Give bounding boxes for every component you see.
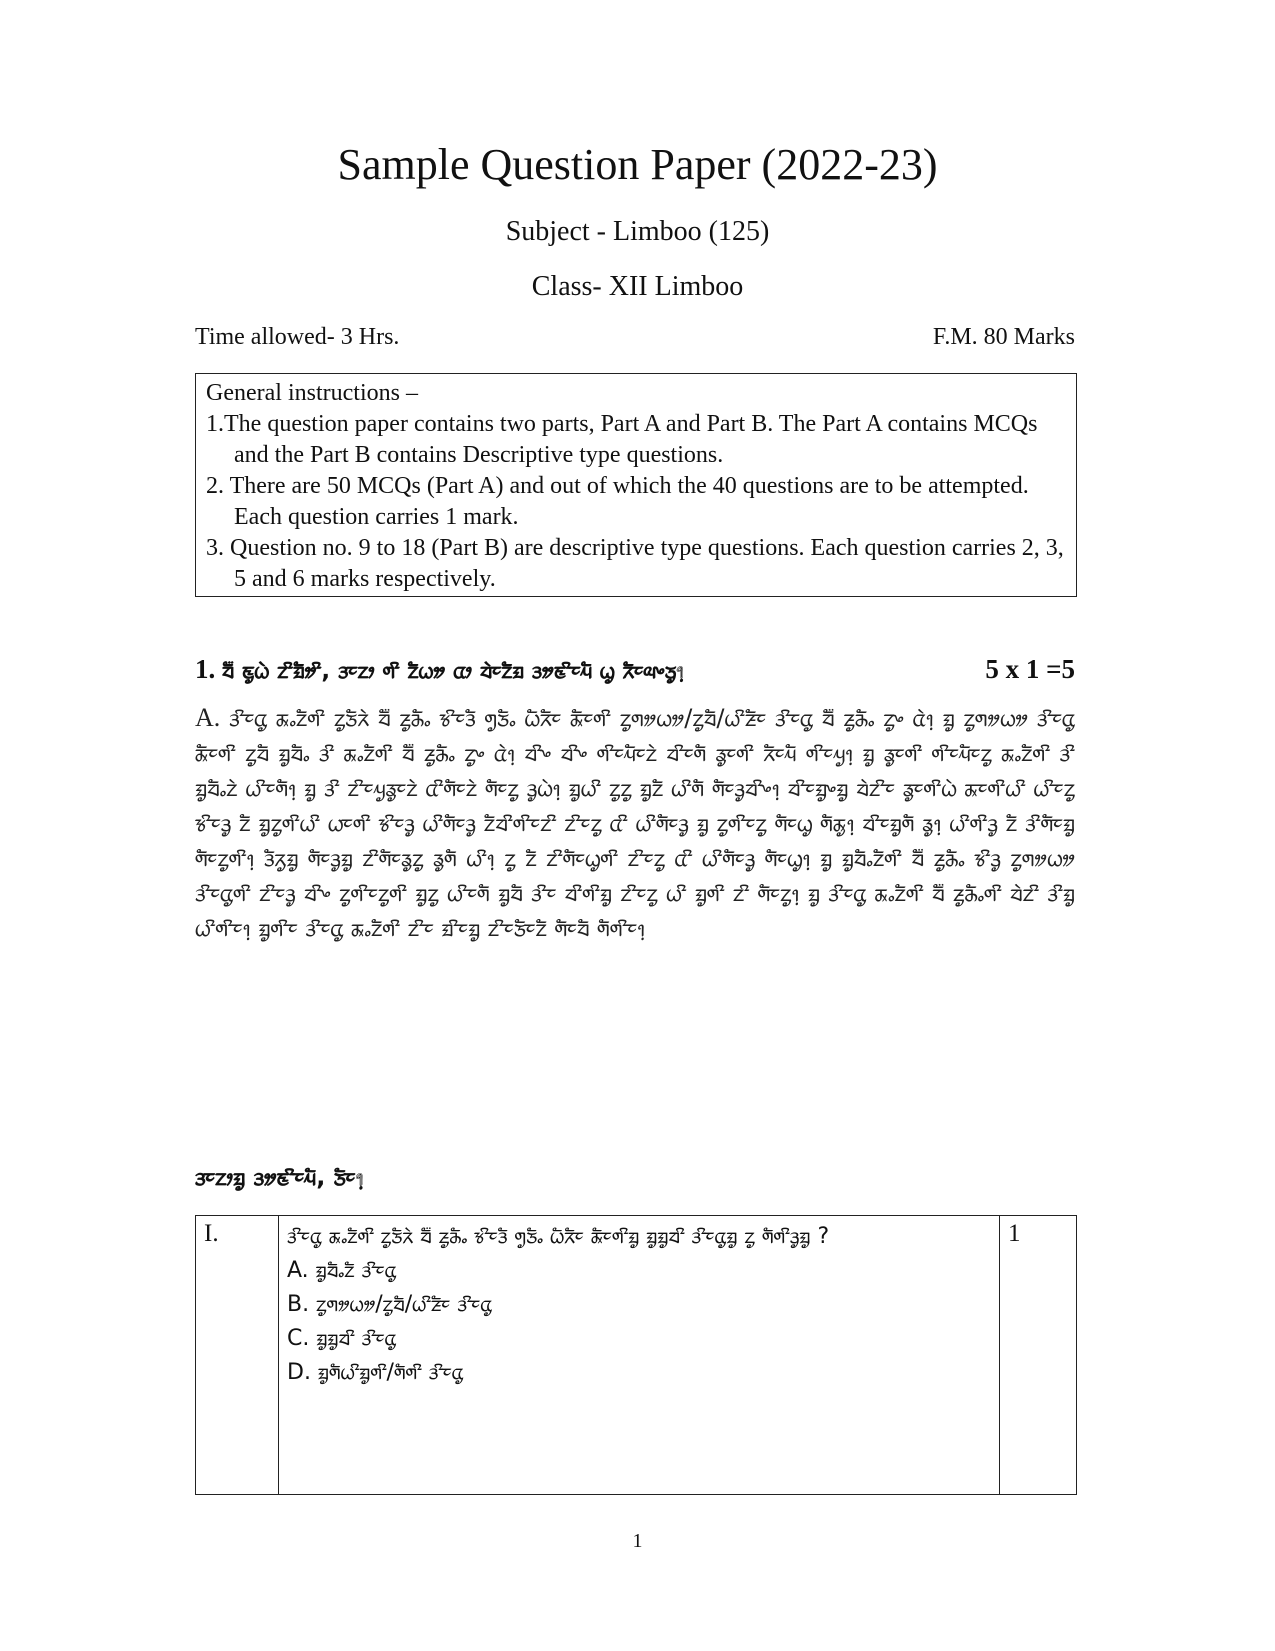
passage-text: ᤋᤡᤰᤂᤢ ᤊᤱᤁᤠᤛᤡ ᤁᤢᤍᤠᤖᤧ ᤔᤠ᤺ ᤏᤢᤌᤠᤱ ᤃᤡᤰᤋᤠ ᤛᤢᤍᤠᤱ ᤐᤠᤖᤠᤰ ᤊᤠᤰᤛᤡ ᤁᤢᤛᤤᤐᤤ/ᤁᤢᤔᤠ/ᤐᤡᤏᤠᤰ ᤋᤡᤰᤂᤢ ᤔᤠ᤺ ᤏᤢᤌᤠᤱ ᤁᤢᤴ ᤂᤧ᥄ ᤀᤢ ᤁᤢᤛᤤᤐᤤ ᤋᤡᤰᤂᤢ ᤊᤠᤰᤛᤡ ᤁᤢᤔᤠ ᤀᤢᤔᤠᤱ ᤋᤡ ᤊᤱᤁᤠᤛᤡ ᤔᤠ᤺ ᤏᤢᤌᤠᤱ ᤁᤢᤴ ᤂᤧ᥄ ᤔᤡᤴ ᤔᤡᤴ ᤛᤡᤰᤘᤠᤰᤁᤧ ᤔᤡᤰᤛᤠ ᤕᤢᤰᤛᤡ ᤖᤠᤰᤘᤠ ᤛᤡᤰᤘᤢ᥄ ᤀᤢ ᤕᤢᤰᤛᤡ ᤛᤡᤰᤘᤠᤰᤁᤢ ᤊᤱᤁᤠᤛᤡ ᤋᤡ ᤀᤢᤔᤠᤱᤁᤧ ᤐᤡᤰᤛᤠ᥄ ᤀᤢ ᤋᤡ ᤁᤡᤰᤘᤢᤕᤢᤰᤁᤧ ᤂᤡᤛᤠᤰᤁᤧ ᤛᤠᤰᤁᤢ ᤋᤢᤐᤧ᥄ ᤀᤢᤐᤡ ᤁᤢᤁᤢ ᤀᤢᤁᤠ ᤐᤡᤛᤠ ᤛᤠᤰᤋᤢᤔᤡᤴ᥄ ᤔᤡᤰᤀᤢᤴᤀᤢ ᤔᤧᤁᤡᤰ ᤕᤢᤰᤛᤡᤐᤧ ᤊᤰᤛᤡᤐᤡ ᤐᤡᤰᤁᤢ ᤃᤡᤰᤋᤢ ᤁᤠ ᤀᤢᤁᤢᤛᤡᤐᤡ ᤐᤰᤛᤡ ᤃᤡᤰᤋᤢ ᤐᤡᤛᤠᤰᤋᤢ ᤁᤠᤔᤡᤛᤡᤰᤁᤡ ᤁᤡᤰᤁᤢ ᤂᤡ ᤐᤡᤛᤠᤰᤋᤢ ᤀᤢ ᤁᤢᤛᤡᤰᤁᤢ ᤛᤠᤰᤐᤢ ᤛᤠᤊᤢ᥄ ᤔᤡᤰᤀᤢᤛᤠ ᤕᤢ᥄ ᤐᤡᤛᤡᤋᤢ ᤁᤠ ᤋᤡᤛᤠᤰᤀᤢ ᤛᤠᤰᤁᤢᤛᤡ᥄ ᤋᤠᤖᤢᤀᤢ ᤛᤠᤰᤋᤢᤀᤢ ᤁᤡᤛᤠᤰᤕᤢᤁᤢ ᤕᤢᤛᤠ ᤐᤡ᥄ ᤁᤢ ᤁᤠ ᤁᤡᤛᤠᤰᤐᤢᤛᤡ ᤁᤡᤰᤁᤢ ᤂᤡ ᤐᤡᤛᤠᤰᤋᤢ ᤛᤠᤰᤐᤢ᥄ ᤀᤢ ᤀᤢᤔᤠᤱᤁᤠᤛᤡ ᤔᤠ᤺ ᤏᤢᤌᤠᤱ ᤃᤡᤋᤢ ᤁᤢᤛᤤᤐᤤ ᤋᤡᤰᤂᤢᤛᤡ ᤁᤡᤰᤋᤢ ᤔᤡᤴ ᤁᤢᤛᤡᤰᤁᤢᤛᤡ ᤀᤢᤁᤢ ᤐᤡᤰᤛᤠ ᤀᤢᤔᤠ ᤋᤡᤰ ᤔᤡᤛᤡᤀᤢ ᤁᤡᤰᤁᤢ ᤐᤡ ᤀᤢᤛᤡ ᤁᤡ ᤛᤠᤰᤁᤢ᥄ ᤀᤢ ᤋᤡᤰᤂᤢ ᤊᤱᤁᤠᤛᤡ ᤔᤠ᤺ ᤏᤢᤌᤠᤱᤛᤡ ᤔᤧᤁᤡ ᤋᤡᤀᤢ ᤐᤡᤛᤡᤰ᥄ ᤀᤢᤛᤡᤰ ᤋᤡᤰᤂᤢ ᤊᤱᤁᤠᤛᤡ ᤁᤡᤰ ᤀᤡᤰᤀᤢ ᤁᤡᤰᤍᤠᤰᤁᤠ ᤛᤠᤰᤔᤠ ᤛᤠᤛᤡᤰ᥄: [195, 704, 1076, 942]
instruction-item: 2. There are 50 MCQs (Part A) and out of which the 40 questions are to be attempted. Each question carries 1 mark.: [206, 473, 1029, 530]
instruction-item: 1.The question paper contains two parts, Part A and Part B. The Part A contains MCQs and the Part B contains Descriptive type questions.: [206, 411, 1038, 468]
table-row: [196, 1216, 1077, 1495]
class-line: Class- XII Limboo: [531, 271, 744, 302]
reading-passage: [195, 700, 1075, 946]
row-content: [279, 1216, 1000, 1495]
instructions-heading: General instructions –: [206, 380, 418, 406]
question-text: ᤔᤠ᤺ ᤇᤢᤐᤧ ᤁᤡᤀᤦᤡ, ᤋᤰᤁᤣ ᤛᤡ ᤁᤠᤐᤤ ᤂᤣ ᤔᤧᤰᤁᤠᤀ ᤋᤤᤇᤡᤰᤘᤠ ᤐᤢ ᤖᤠᤰᤓᤴᤍᤢ᥄: [222, 658, 685, 684]
row-number: I.: [196, 1216, 279, 1495]
general-instructions-box: [195, 373, 1077, 597]
question-table: [195, 1215, 1077, 1495]
question-marks: 5 x 1 =5: [985, 654, 1075, 684]
question-1-header: [195, 652, 1075, 688]
page-title: Sample Question Paper (2022-23): [337, 140, 938, 189]
question-number: 1.: [195, 654, 216, 684]
row-marks: 1: [1000, 1216, 1077, 1495]
page-number: 1: [632, 1530, 643, 1552]
mcq-option-a: A. ᤀᤢᤔᤠᤱᤁᤠ ᤋᤡᤰᤂᤢ: [287, 1258, 397, 1283]
instructions-list: [206, 409, 1066, 595]
subject-line: Subject - Limboo (125): [505, 216, 770, 247]
passage-label: A.: [195, 703, 221, 732]
mcq-option-c: C. ᤀᤢᤀᤢᤔᤡ ᤋᤡᤰᤂᤢ: [287, 1326, 397, 1351]
instruction-item: 3. Question no. 9 to 18 (Part B) are descriptive type questions. Each question carries 2, 3, 5 and 6 marks respectively.: [206, 535, 1064, 592]
mcq-question: ᤋᤡᤰᤂᤢ ᤊᤱᤁᤠᤛᤡ ᤁᤢᤍᤠᤖᤧ ᤔᤠ᤺ ᤏᤢᤌᤠᤱ ᤃᤡᤰᤋᤠ ᤛᤢᤍᤠᤱ ᤐᤠᤖᤠᤰ ᤊᤠᤰᤛᤡᤀᤢ ᤀᤢᤀᤢᤔᤡ ᤋᤡᤰᤂᤢᤀᤢ ᤁᤢ ᤛᤠᤛᤡᤋᤢᤀᤢ ?: [287, 1224, 830, 1249]
time-allowed: Time allowed- 3 Hrs.: [195, 324, 400, 350]
mcq-option-d: D. ᤀᤢᤛᤠᤐᤡᤀᤢᤛᤡ/ᤛᤠᤛᤡ ᤋᤡᤰᤂᤢ: [287, 1360, 464, 1385]
answer-instruction: ᤋᤰᤁᤣᤀᤢ ᤋᤤᤇᤡᤰᤘᤠ, ᤍᤠᤰ᥄: [195, 1163, 364, 1191]
full-marks: F.M. 80 Marks: [932, 324, 1075, 350]
mcq-option-b: B. ᤁᤢᤛᤤᤐᤤ/ᤁᤢᤔᤠ/ᤐᤡᤏᤠᤰ ᤋᤡᤰᤂᤢ: [287, 1292, 493, 1317]
